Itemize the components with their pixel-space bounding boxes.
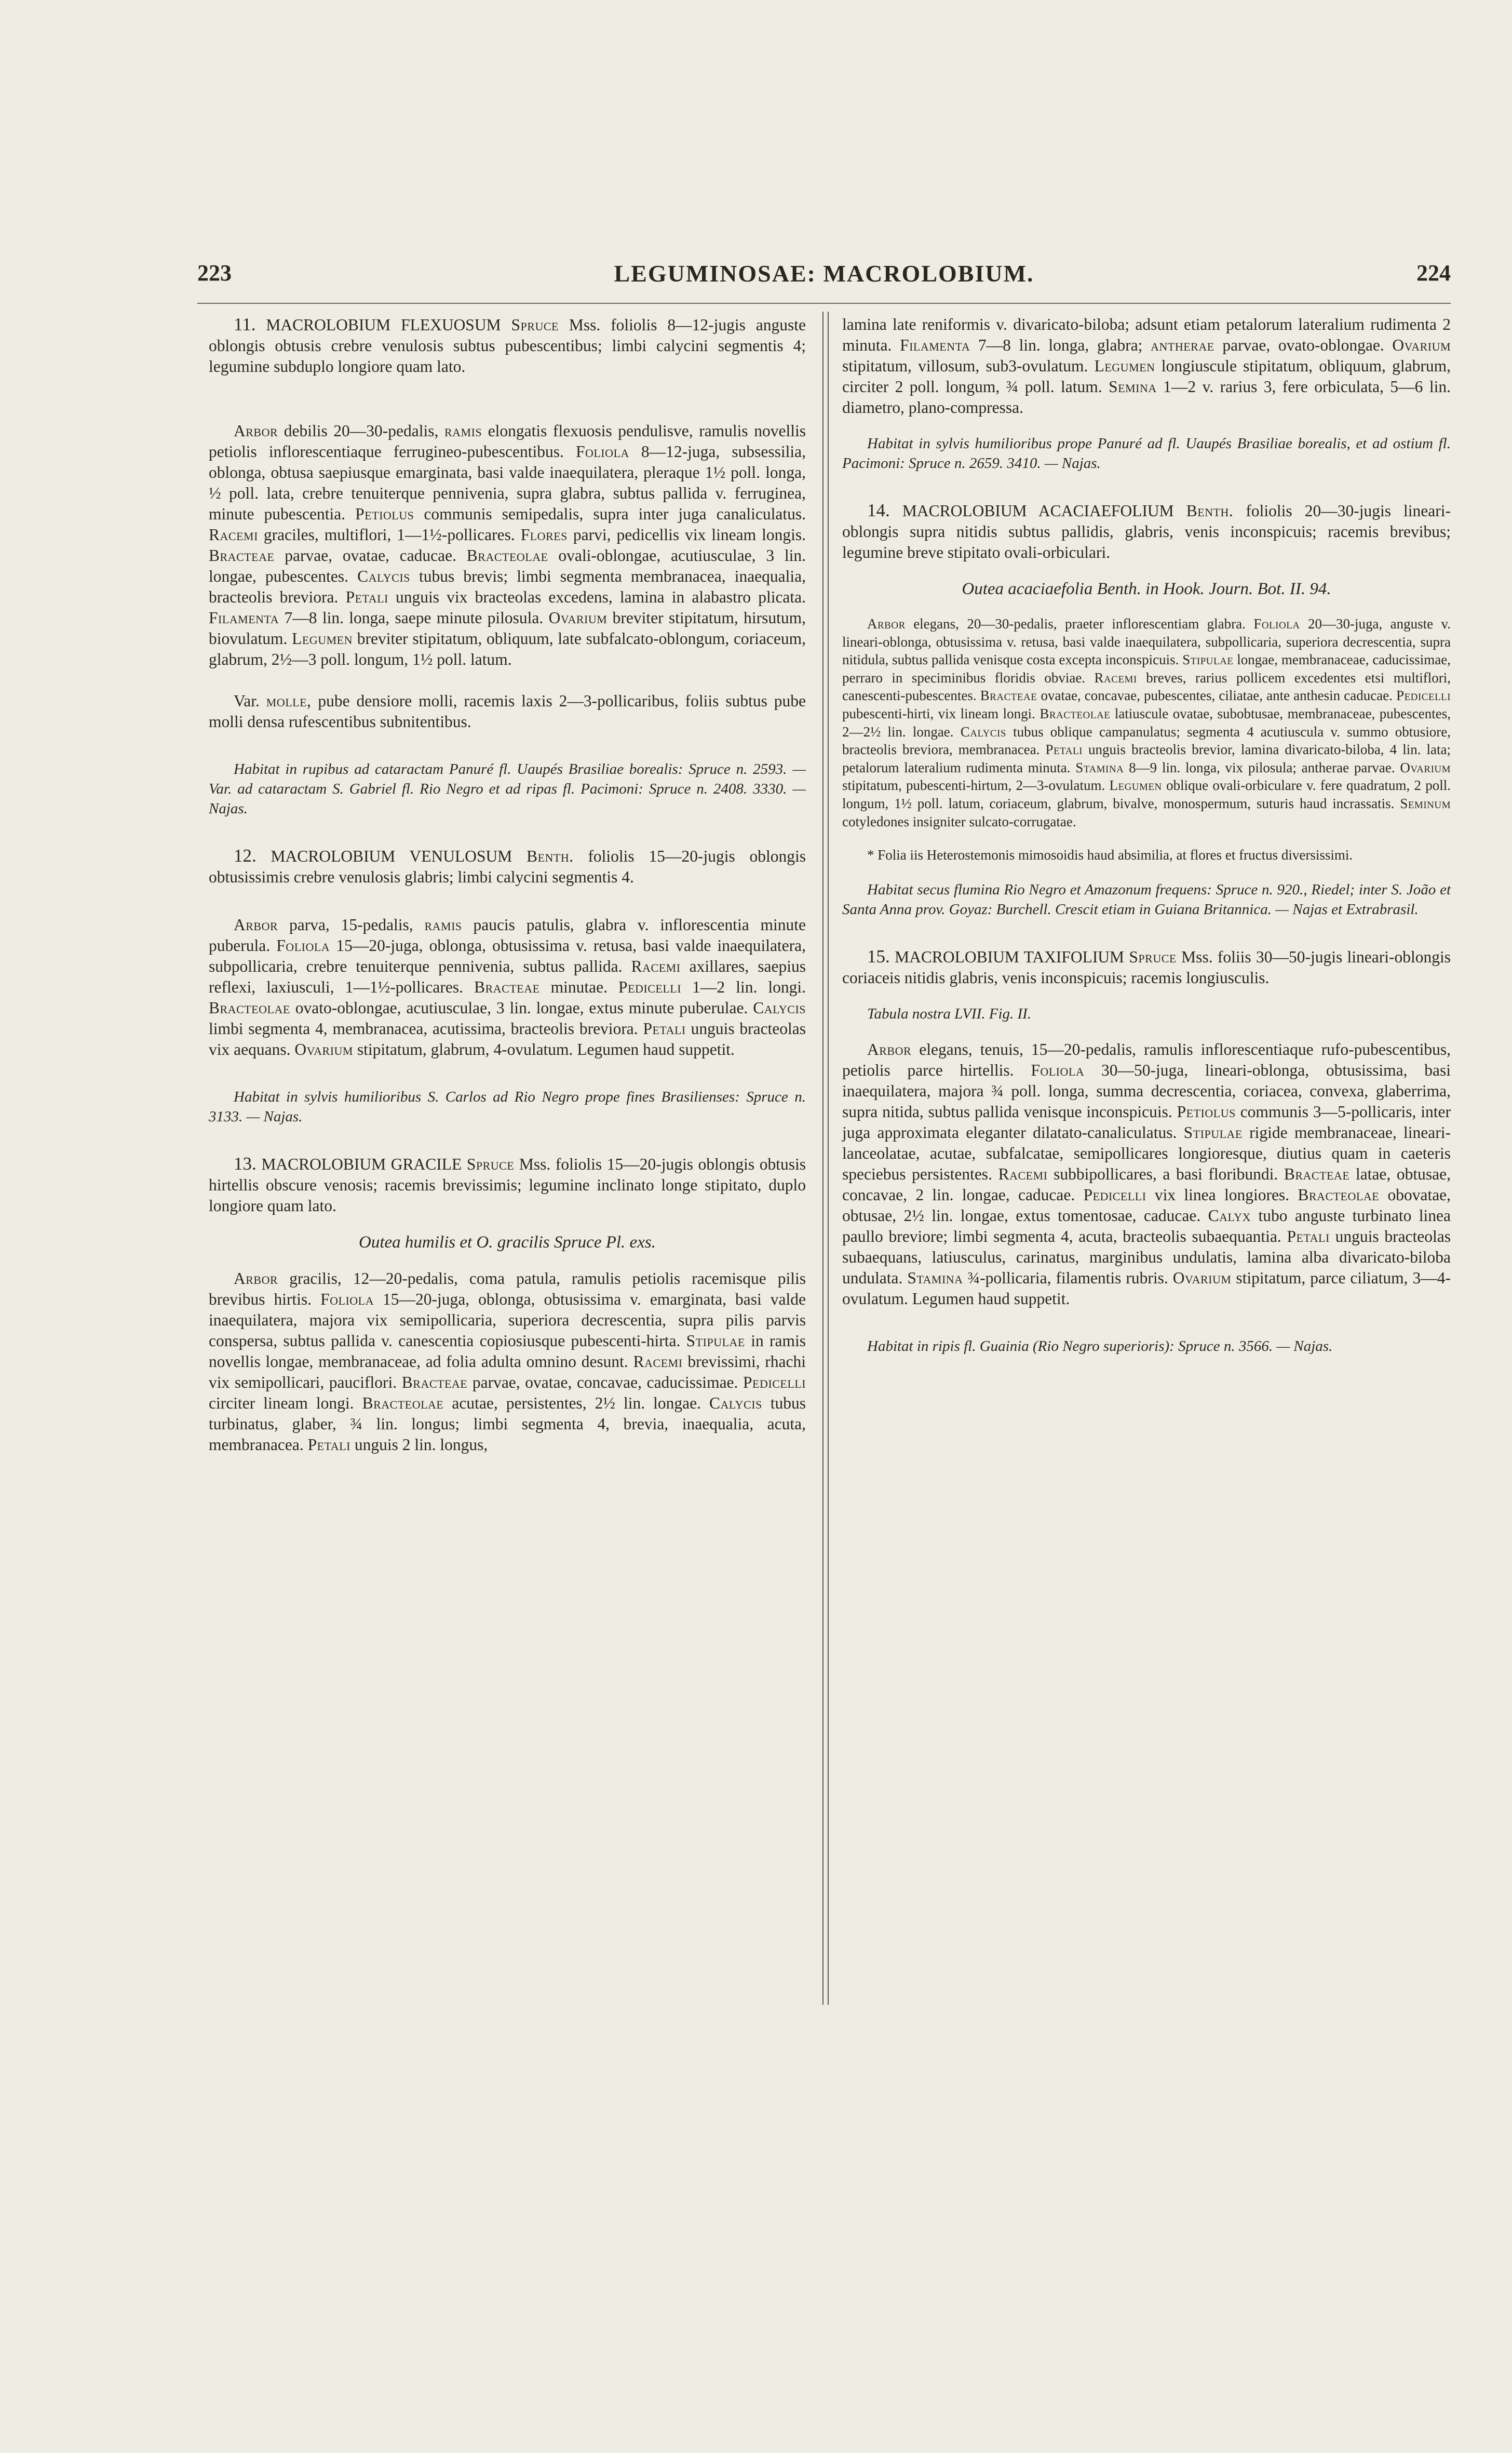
species-14-diagnosis: 14. MACROLOBIUM ACACIAEFOLIUM Benth. foliolis 20—30-jugis lineari-oblongis supra nitidis subtus pallidis, glabris, venis inconspicuis; racemis brevibus; legumine breve stipitato ovali-orbiculari. xyxy=(842,500,1451,561)
species-11-variety: Var. molle, pube densiore molli, racemis laxis 2—3-pollicaribus, foliis subtus pube molli densa rufescentibus subnitentibus. xyxy=(209,692,806,731)
species-13-habitat: Habitat in sylvis humilioribus prope Panuré ad fl. Uaupés Brasiliae borealis, et ad ostium fl. Pacimoni: Spruce n. 2659. 3410. — Najas. xyxy=(842,435,1451,472)
page-number-right: 224 xyxy=(1416,260,1451,286)
species-12-diagnosis: 12. MACROLOBIUM VENULOSUM Benth. foliolis 15—20-jugis oblongis obtusissimis crebre venulosis glabris; limbi calycini segmentis 4. xyxy=(209,846,806,886)
right-column xyxy=(842,314,1451,1356)
left-column xyxy=(209,314,806,1455)
species-11-description: Arbor debilis 20—30-pedalis, ramis elongatis flexuosis pendulisve, ramulis novellis petiolis inflorescentiaque ferrugineo-pubescentibus. Foliola 8—12-juga, subsessilia, oblonga, obtusa saepiusque emarginata, basi valde inaequilatera, pleraque 1½ poll. longa, ½ poll. lata, crebre tenuiterque pennivenia, supra glabra, subtus pallida v. ferruginea, minute pubescentia. Petiolus communis semipedalis, supra inter juga canaliculatus. Racemi graciles, multiflori, 1—1½-pollicares. Flores parvi, pedicellis vix lineam longis. Bracteae parvae, ovatae, caducae. Bracteolae ovali-oblongae, acutiusculae, 3 lin. longae, pubescentes. Calycis tubus brevis; limbi segmenta membranacea, inaequalia, bracteolis breviora. Petali unguis vix bracteolas excedens, lamina in alabastro plicata. Filamenta 7—8 lin. longa, saepe minute pilosula. Ovarium breviter stipitatum, hirsutum, biovulatum. Legumen breviter stipitatum, obliquum, late subfalcato-oblongum, coriaceum, glabrum, 2½—3 poll. longum, 1½ poll. latum. xyxy=(209,422,806,668)
species-13-diagnosis: 13. MACROLOBIUM GRACILE Spruce Mss. foliolis 15—20-jugis oblongis obtusis hirtellis obscure venosis; racemis brevissimis; legumine inclinato longe stipitato, duplo longiore quam lato. xyxy=(209,1154,806,1215)
page-header xyxy=(197,260,1451,301)
species-15-description: Arbor elegans, tenuis, 15—20-pedalis, ramulis inflorescentiaque rufo-pubescentibus, petiolis parce hirtellis. Foliola 30—50-juga, lineari-oblonga, obtusissima, basi inaequilatera, majora ¾ poll. longa, summa decrescentia, coriacea, convexa, glaberrima, supra nitida, subtus pallida venisque inconspicuis. Petiolus communis 3—5-pollicaris, inter juga approximata eleganter dilatato-canaliculatus. Stipulae rigide membranaceae, lineari-lanceolatae, acutae, subfalcatae, semipollicares longioresque, diutius quam in caeteris speciebus persistentes. Racemi subbipollicares, a basi floribundi. Bracteae latae, obtusae, concavae, 2 lin. longae, caducae. Pedicelli vix linea longiores. Bracteolae obovatae, obtusae, 2½ lin. longae, extus tomentosae, caducae. Calyx tubo anguste turbinato linea paullo breviore; limbi segmenta 4, acuta, bracteolis subaequantia. Petali unguis bracteolas subaequans, latiusculus, carinatus, marginibus undulatis, lamina alba divaricato-biloba undulata. Stamina ¾-pollicaria, filamentis rubris. Ovarium stipitatum, parce ciliatum, 3—4-ovulatum. Legumen haud suppetit. xyxy=(842,1040,1451,1308)
species-11-diagnosis: 11. MACROLOBIUM FLEXUOSUM Spruce Mss. foliolis 8—12-jugis anguste oblongis obtusis crebre venulosis subtus pubescentibus; limbi calycini segmentis 4; legumine subduplo longiore quam lato. xyxy=(209,314,806,376)
species-11-habitat: Habitat in rupibus ad cataractam Panuré fl. Uaupés Brasiliae borealis: Spruce n. 2593. — Var. ad cataractam S. Gabriel fl. Rio Negro et ad ripas fl. Pacimoni: Spruce n. 2408. 3330. — Najas. xyxy=(209,761,806,817)
species-14-habitat: Habitat secus flumina Rio Negro et Amazonum frequens: Spruce n. 920., Riedel; inter S. João et Santa Anna prov. Goyaz: Burchell. Crescit etiam in Guiana Britannica. — Najas et Extrabrasil. xyxy=(842,881,1451,918)
species-13-description: Arbor gracilis, 12—20-pedalis, coma patula, ramulis petiolis racemisque pilis brevibus hirtis. Foliola 15—20-juga, oblonga, obtusissima v. emarginata, basi valde inaequilatera, majora vix semipollicaria, superiora decrescentia, supra pilis parvis conspersa, subtus pallida v. canescentia copiosiusque pubescenti-hirta. Stipulae in ramis novellis longae, membranaceae, ad folia adulta omnino desunt. Racemi brevissimi, rhachi vix semipollicari, pauciflori. Bracteae parvae, ovatae, concavae, caducissimae. Pedicelli circiter lineam longi. Bracteolae acutae, persistentes, 2½ lin. longae. Calycis tubus turbinatus, glaber, ¾ lin. longus; limbi segmenta 4, brevia, inaequalia, acuta, membranacea. Petali unguis 2 lin. longus, xyxy=(209,1269,806,1454)
species-12-description: Arbor parva, 15-pedalis, ramis paucis patulis, glabra v. inflorescentia minute puberula. Foliola 15—20-juga, oblonga, obtusissima v. retusa, basi valde inaequilatera, subpollicaria, crebre tenuiterque pennivenia, subtus pallida. Racemi axillares, saepius reflexi, laxiusculi, 1—1½-pollicares. Bracteae minutae. Pedicelli 1—2 lin. longi. Bracteolae ovato-oblongae, acutiusculae, 3 lin. longae, extus minute puberulae. Calycis limbi segmenta 4, membranacea, acutissima, bracteolis breviora. Petali unguis bracteolas vix aequans. Ovarium stipitatum, glabrum, 4-ovulatum. Legumen haud suppetit. xyxy=(209,916,806,1058)
species-12-habitat: Habitat in sylvis humilioribus S. Carlos ad Rio Negro prope fines Brasilienses: Spruce n. 3133. — Najas. xyxy=(209,1089,806,1125)
running-head: LEGUMINOSAE: MACROLOBIUM. xyxy=(614,260,1034,287)
column-divider xyxy=(822,312,829,2005)
species-15-plate-reference: Tabula nostra LVII. Fig. II. xyxy=(867,1005,1032,1022)
species-13-synonym: Outea humilis et O. gracilis Spruce Pl. exs. xyxy=(359,1233,656,1252)
species-14-note: * Folia iis Heterostemonis mimosoidis haud absimilia, at flores et fructus diversissimi. xyxy=(867,847,1353,863)
species-14-synonym: Outea acaciaefolia Benth. in Hook. Journ. Bot. II. 94. xyxy=(962,580,1331,598)
species-15-diagnosis: 15. MACROLOBIUM TAXIFOLIUM Spruce Mss. foliis 30—50-jugis lineari-oblongis coriaceis nitidis glabris, venis inconspicuis; racemis longiusculis. xyxy=(842,946,1451,987)
species-14-description: Arbor elegans, 20—30-pedalis, praeter inflorescentiam glabra. Foliola 20—30-juga, anguste v. lineari-oblonga, obtusissima v. retusa, basi valde inaequilatera, subpollicaria, superiora decrescentia, supra nitidula, subtus pallida venisque costa excepta inconspicuis. Stipulae longae, membranaceae, caducissimae, perraro in speciminibus floridis obviae. Racemi breves, rarius pollicem excedentes etsi multiflori, canescenti-pubescentes. Bracteae ovatae, concavae, pubescentes, ciliatae, ante anthesin caducae. Pedicelli pubescenti-hirti, vix lineam longi. Bracteolae latiuscule ovatae, subobtusae, membranaceae, pubescentes, 2—2½ lin. longae. Calycis tubus oblique campanulatus; segmenta 4 acutiuscula v. summo obtusiore, bracteolis breviora, membranacea. Petali unguis bracteolis brevior, lamina divaricato-biloba, 4 lin. lata; petalorum lateralium rudimenta minuta. Stamina 8—9 lin. longa, vix pilosula; antherae parvae. Ovarium stipitatum, pubescenti-hirtum, 2—3-ovulatum. Legumen oblique ovali-orbiculare v. fere quadratum, 2 poll. longum, 1½ poll. latum, coriaceum, glabrum, bivalve, monospermum, suturis haud incrassatis. Seminum cotyledones insigniter sulcato-corrugatae. xyxy=(842,616,1451,829)
species-13-continuation: lamina late reniformis v. divaricato-biloba; adsunt etiam petalorum lateralium rudimenta 2 minuta. Filamenta 7—8 lin. longa, glabra; antherae parvae, ovato-oblongae. Ovarium stipitatum, villosum, sub3-ovulatum. Legumen longiuscule stipitatum, obliquum, glabrum, circiter 2 poll. longum, ¾ poll. latum. Semina 1—2 v. rarius 3, fere orbiculata, 5—6 lin. diametro, plano-compressa. xyxy=(842,315,1451,417)
page-number-left: 223 xyxy=(197,260,232,286)
species-15-habitat: Habitat in ripis fl. Guainia (Rio Negro superioris): Spruce n. 3566. — Najas. xyxy=(867,1337,1333,1355)
header-rule xyxy=(197,303,1451,304)
